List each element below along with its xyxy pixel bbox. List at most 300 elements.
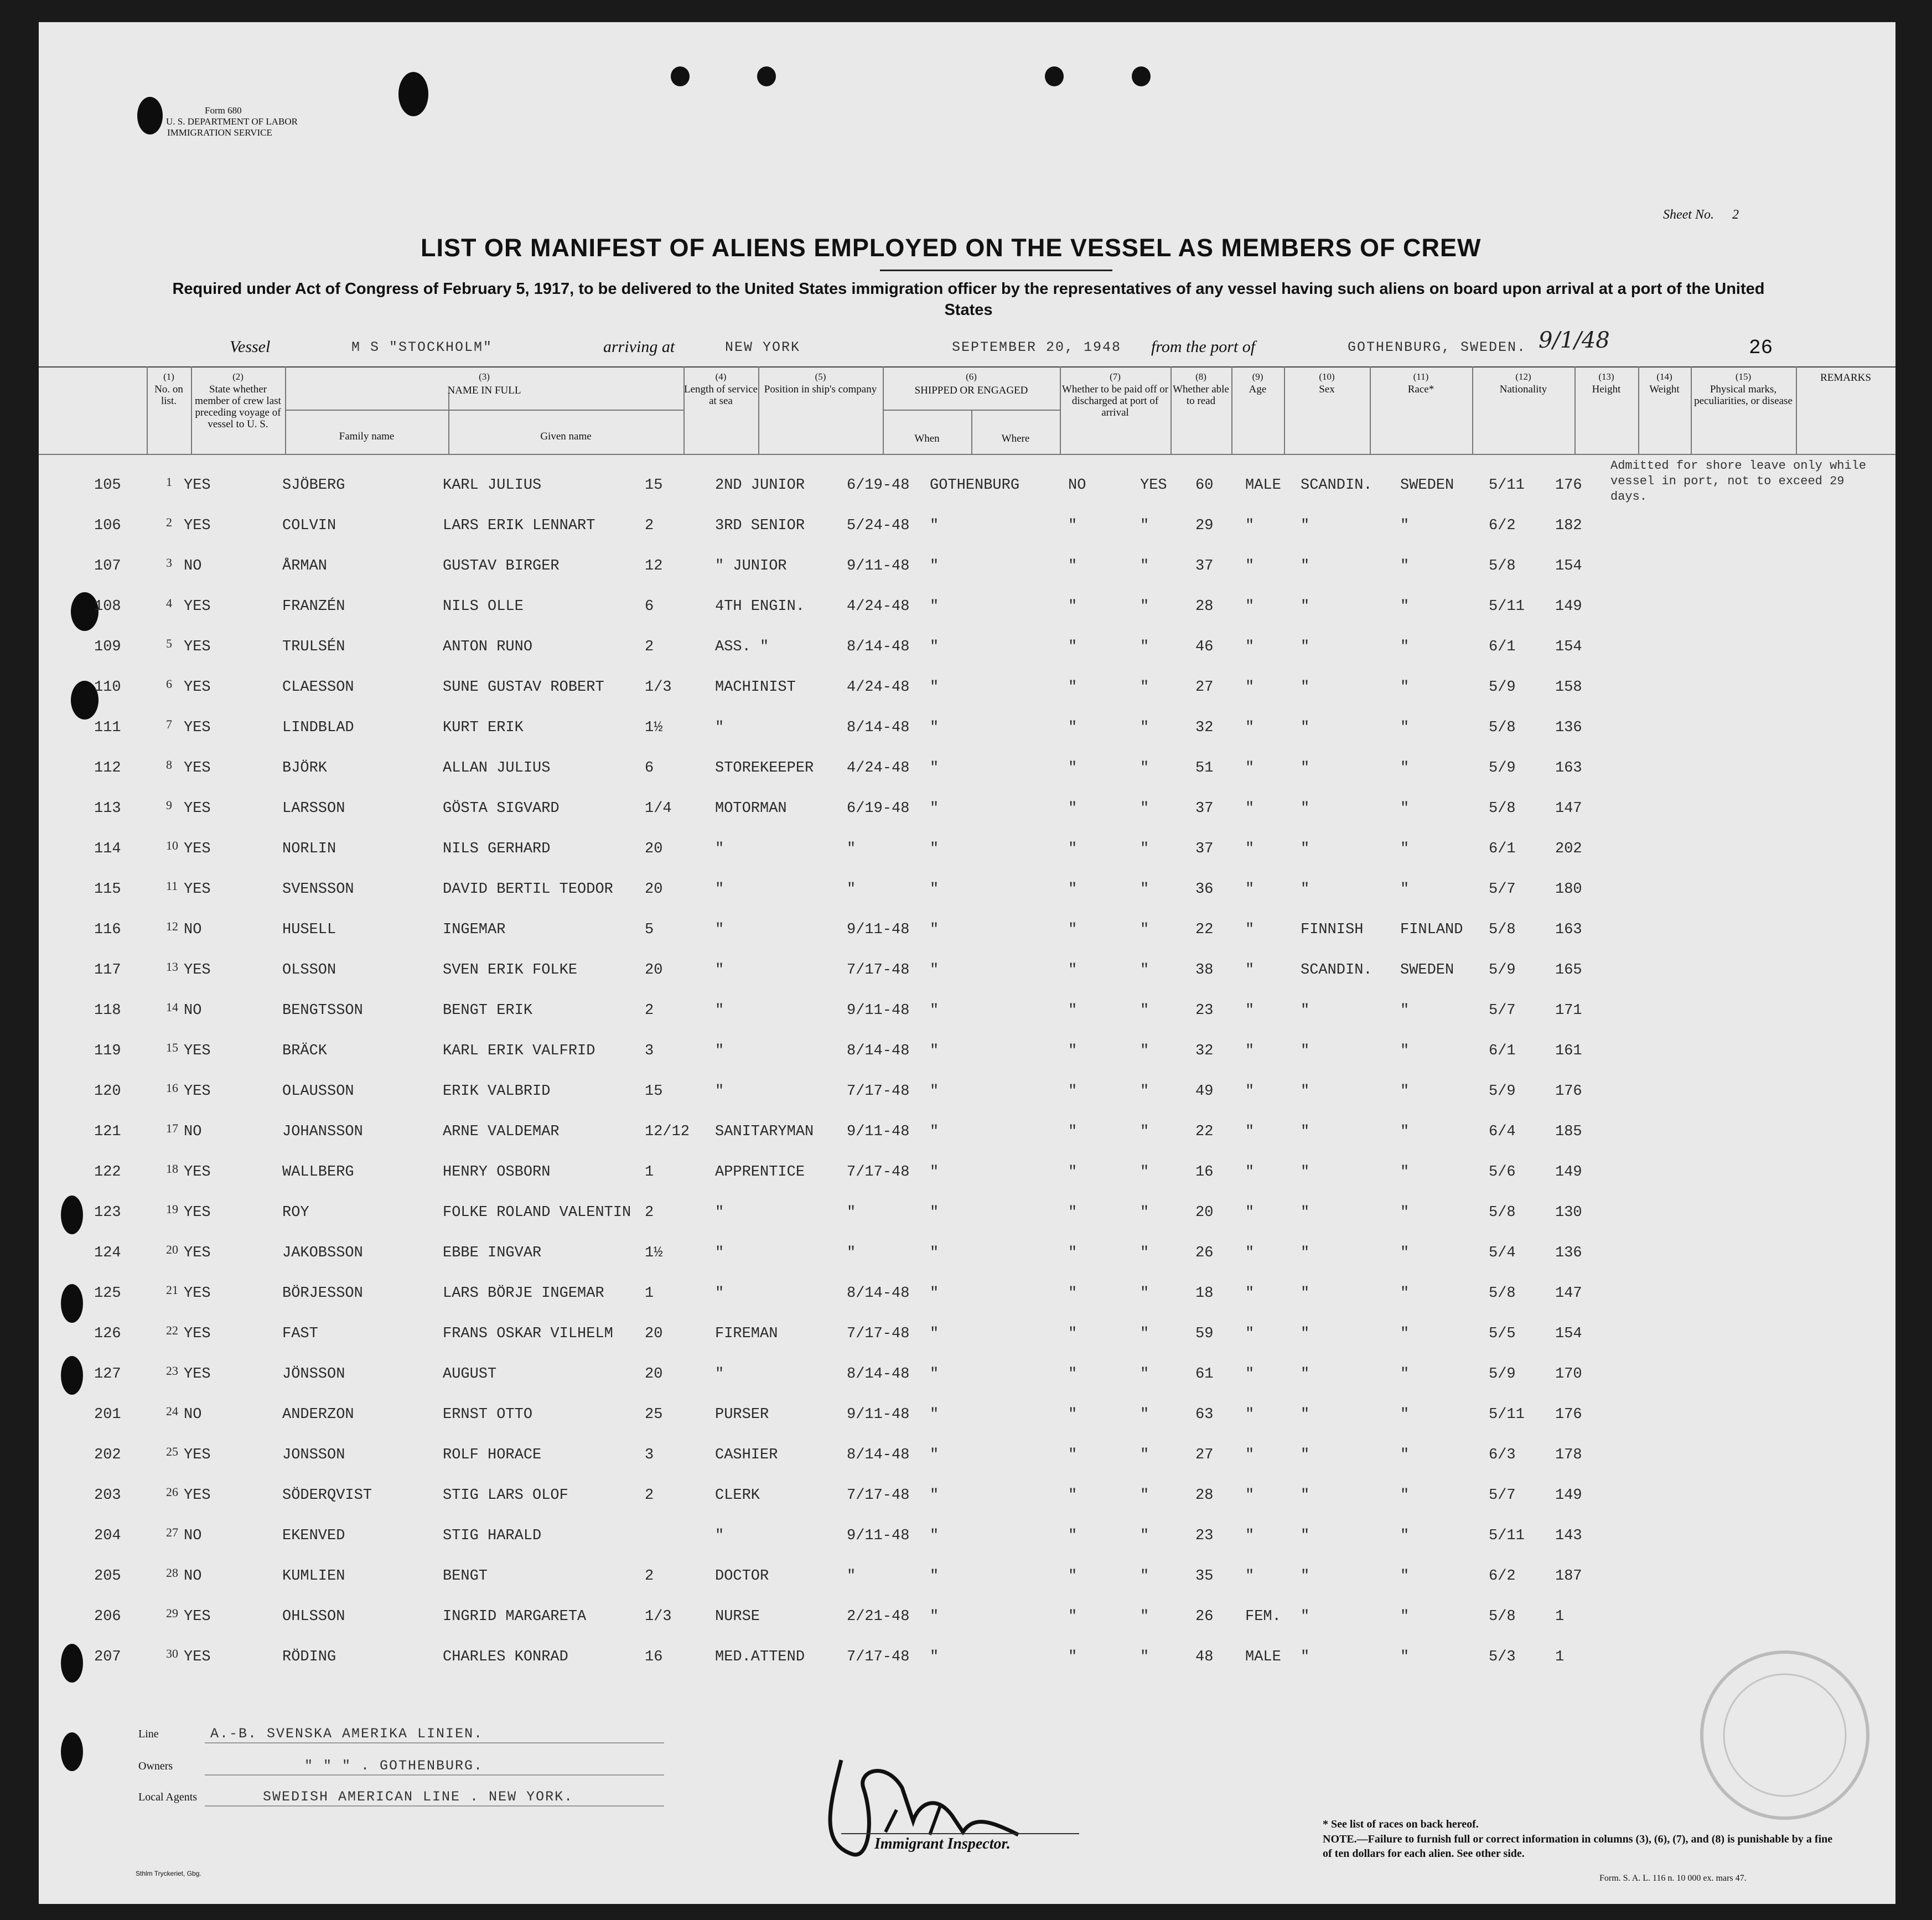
service-name: IMMIGRATION SERVICE	[167, 127, 272, 138]
cell-service: 6	[645, 760, 654, 777]
cell-when: 6/19-48	[847, 800, 910, 817]
cell-when: 9/11-48	[847, 922, 910, 938]
cell-paid: "	[1068, 598, 1078, 615]
cell-sex: "	[1245, 1124, 1255, 1140]
column-header-4	[683, 371, 758, 407]
cell-given: INGRID MARGARETA	[443, 1608, 587, 1625]
cell-age: 18	[1195, 1285, 1214, 1302]
column-header-7	[1060, 371, 1170, 418]
cell-service: 1	[645, 1164, 654, 1181]
cell-no: 16	[166, 1081, 178, 1095]
cell-read: "	[1140, 1528, 1149, 1544]
owners-label: Owners	[138, 1760, 173, 1772]
cell-nat: "	[1400, 1649, 1410, 1665]
cell-position: APPRENTICE	[715, 1164, 805, 1181]
form-number: Form 680	[205, 105, 242, 116]
cell-service: 1	[645, 1285, 654, 1302]
cell-prev: YES	[184, 1487, 211, 1504]
cell-read: "	[1140, 760, 1149, 777]
column-label: Whether able to read	[1173, 384, 1229, 407]
cell-paid: "	[1068, 1204, 1078, 1221]
cell-family: ROY	[282, 1204, 309, 1221]
cell-no: 1	[166, 475, 172, 489]
table-row	[39, 1649, 1895, 1688]
cell-sex: "	[1245, 1164, 1255, 1181]
cell-position: "	[715, 962, 724, 979]
punch-hole	[1045, 66, 1064, 86]
cell-prev: YES	[184, 720, 211, 736]
cell-prev: YES	[184, 1245, 211, 1261]
column-label: State whether member of crew last preceding voyage of vessel to U. S.	[195, 384, 281, 430]
penalty-note: NOTE.—Failure to furnish full or correct information in columns (3), (6), (7), and (8) is punishable by a fine of ten dollars for each alien. See other side.	[1323, 1833, 1833, 1860]
table-row	[39, 1447, 1895, 1486]
cell-race: "	[1301, 881, 1310, 898]
cell-nat: "	[1400, 760, 1410, 777]
cell-no: 25	[166, 1445, 178, 1458]
cell-read: "	[1140, 679, 1149, 696]
cell-when: 8/14-48	[847, 1043, 910, 1059]
cell-position: "	[715, 720, 724, 736]
cell-height: 5/6	[1489, 1164, 1516, 1181]
table-row	[39, 800, 1895, 839]
cell-given: KURT ERIK	[443, 720, 524, 736]
table-row	[39, 1204, 1895, 1243]
cell-no: 30	[166, 1647, 178, 1660]
cell-paid: "	[1068, 881, 1078, 898]
column-number: (2)	[232, 371, 244, 382]
cell-ref: 126	[94, 1326, 121, 1342]
cell-weight: 176	[1555, 1406, 1582, 1423]
cell-sex: "	[1245, 1326, 1255, 1342]
cell-sex: "	[1245, 1487, 1255, 1504]
cell-ref: 113	[94, 800, 121, 817]
column-number: (3)	[479, 371, 490, 382]
cell-no: 19	[166, 1202, 178, 1216]
cell-height: 5/11	[1489, 598, 1525, 615]
column-number: (5)	[815, 371, 826, 382]
cell-when: 9/11-48	[847, 1124, 910, 1140]
cell-nat: "	[1400, 1043, 1410, 1059]
cell-where: "	[930, 1528, 939, 1544]
table-row	[39, 1568, 1895, 1607]
cell-paid: "	[1068, 922, 1078, 938]
table-row	[39, 1366, 1895, 1405]
cell-read: "	[1140, 1447, 1149, 1463]
family-name-header: Family name	[339, 431, 395, 442]
cell-position: "	[715, 841, 724, 857]
table-row	[39, 598, 1895, 637]
cell-paid: "	[1068, 1447, 1078, 1463]
cell-prev: YES	[184, 1608, 211, 1625]
cell-when: 7/17-48	[847, 1487, 910, 1504]
cell-weight: 202	[1555, 841, 1582, 857]
cell-position: PURSER	[715, 1406, 769, 1423]
cell-service: 3	[645, 1043, 654, 1059]
cell-position: "	[715, 922, 724, 938]
cell-prev: NO	[184, 922, 202, 938]
cell-when: "	[847, 841, 856, 857]
cell-service: 1½	[645, 1245, 663, 1261]
cell-where: "	[930, 1043, 939, 1059]
cell-family: BRÄCK	[282, 1043, 328, 1059]
cell-nat: "	[1400, 1285, 1410, 1302]
table-row	[39, 841, 1895, 879]
manifest-sheet	[39, 22, 1895, 1904]
cell-where: "	[930, 800, 939, 817]
table-row	[39, 962, 1895, 1001]
cell-height: 6/1	[1489, 1043, 1516, 1059]
vessel-name: M S "STOCKHOLM"	[351, 339, 493, 355]
cell-weight: 163	[1555, 922, 1582, 938]
cell-race: "	[1301, 1528, 1310, 1544]
cell-age: 32	[1195, 720, 1214, 736]
table-row	[39, 919, 1895, 960]
cell-race: "	[1301, 639, 1310, 655]
cell-prev: NO	[184, 1528, 202, 1544]
cell-weight: 161	[1555, 1043, 1582, 1059]
cell-family: JOHANSSON	[282, 1124, 363, 1140]
table-row	[39, 1121, 1895, 1162]
cell-where: "	[930, 558, 939, 575]
cell-sex: "	[1245, 720, 1255, 736]
column-header-5	[758, 371, 883, 395]
cell-paid: "	[1068, 1528, 1078, 1544]
cell-age: 28	[1195, 1487, 1214, 1504]
cell-read: "	[1140, 1245, 1149, 1261]
cell-race: "	[1301, 598, 1310, 615]
cell-no: 24	[166, 1404, 178, 1418]
cell-ref: 205	[94, 1568, 121, 1585]
cell-position: CASHIER	[715, 1447, 778, 1463]
cell-where: "	[930, 962, 939, 979]
cell-position: "	[715, 1366, 724, 1383]
vessel-label: Vessel	[230, 338, 271, 356]
cell-ref: 118	[94, 1002, 121, 1019]
cell-race: "	[1301, 1406, 1310, 1423]
cell-nat: "	[1400, 1245, 1410, 1261]
cell-paid: "	[1068, 1043, 1078, 1059]
column-label: Age	[1249, 384, 1267, 395]
column-header-2	[191, 371, 285, 430]
cell-prev: YES	[184, 1447, 211, 1463]
cell-weight: 187	[1555, 1568, 1582, 1585]
sheet-number: 2	[1732, 208, 1739, 222]
cell-age: 60	[1195, 477, 1214, 494]
cell-sex: "	[1245, 962, 1255, 979]
cell-race: "	[1301, 558, 1310, 575]
cell-ref: 122	[94, 1164, 121, 1181]
cell-no: 5	[166, 636, 172, 650]
cell-nat: "	[1400, 1487, 1410, 1504]
cell-no: 21	[166, 1283, 178, 1297]
cell-weight: 171	[1555, 1002, 1582, 1019]
cell-position: MACHINIST	[715, 679, 796, 696]
cell-where: "	[930, 1245, 939, 1261]
cell-sex: "	[1245, 800, 1255, 817]
column-header-10	[1284, 371, 1370, 395]
table-row	[39, 1406, 1895, 1445]
cell-where: "	[930, 517, 939, 534]
cell-weight: 149	[1555, 598, 1582, 615]
cell-given: GÖSTA SIGVARD	[443, 800, 560, 817]
cell-race: "	[1301, 800, 1310, 817]
cell-nat: "	[1400, 1083, 1410, 1100]
cell-race: "	[1301, 1285, 1310, 1302]
cell-where: "	[930, 679, 939, 696]
column-number: (10)	[1319, 371, 1335, 382]
cell-nat: "	[1400, 881, 1410, 898]
cell-height: 5/8	[1489, 1285, 1516, 1302]
table-row	[39, 1245, 1895, 1284]
cell-weight: 130	[1555, 1204, 1582, 1221]
cell-sex: "	[1245, 1002, 1255, 1019]
cell-height: 5/8	[1489, 720, 1516, 736]
cell-read: YES	[1140, 477, 1167, 494]
cell-no: 10	[166, 839, 178, 852]
cell-when: 4/24-48	[847, 598, 910, 615]
cell-where: "	[930, 1002, 939, 1019]
cell-weight: 176	[1555, 477, 1582, 494]
cell-nat: "	[1400, 800, 1410, 817]
cell-age: 32	[1195, 1043, 1214, 1059]
cell-ref: 206	[94, 1608, 121, 1625]
cell-age: 38	[1195, 962, 1214, 979]
cell-sex: "	[1245, 1204, 1255, 1221]
cell-when: 9/11-48	[847, 1406, 910, 1423]
cell-height: 5/8	[1489, 922, 1516, 938]
cell-when: "	[847, 1568, 856, 1585]
table-row	[39, 717, 1895, 758]
cell-race: "	[1301, 1245, 1310, 1261]
cell-read: "	[1140, 922, 1149, 938]
cell-no: 8	[166, 758, 172, 772]
cell-sex: "	[1245, 841, 1255, 857]
cell-height: 5/11	[1489, 1406, 1525, 1423]
sheet-label: Sheet No.	[1663, 208, 1714, 222]
cell-sex: "	[1245, 1528, 1255, 1544]
cell-weight: 185	[1555, 1124, 1582, 1140]
column-header-16	[1796, 371, 1895, 384]
cell-nat: "	[1400, 598, 1410, 615]
form-reference: Form. S. A. L. 116 n. 10 000 ex. mars 47.	[1599, 1874, 1747, 1883]
cell-family: ANDERZON	[282, 1406, 354, 1423]
cell-ref: 112	[94, 760, 121, 777]
cell-paid: "	[1068, 679, 1078, 696]
table-row	[39, 1164, 1895, 1203]
cell-weight: 136	[1555, 1245, 1582, 1261]
cell-when: 8/14-48	[847, 1285, 910, 1302]
table-row	[39, 477, 1895, 516]
cell-where: "	[930, 1326, 939, 1342]
cell-family: RÖDING	[282, 1649, 336, 1665]
cell-age: 28	[1195, 598, 1214, 615]
cell-given: DAVID BERTIL TEODOR	[443, 881, 613, 898]
cell-when: 7/17-48	[847, 1326, 910, 1342]
cell-weight: 147	[1555, 1285, 1582, 1302]
cell-height: 5/3	[1489, 1649, 1516, 1665]
cell-ref: 201	[94, 1406, 121, 1423]
cell-where: "	[930, 1083, 939, 1100]
cell-sex: "	[1245, 679, 1255, 696]
cell-race: "	[1301, 1002, 1310, 1019]
cell-prev: YES	[184, 1649, 211, 1665]
cell-prev: NO	[184, 1568, 202, 1585]
cell-paid: "	[1068, 720, 1078, 736]
cell-no: 26	[166, 1485, 178, 1499]
cell-where: "	[930, 1487, 939, 1504]
cell-weight: 170	[1555, 1366, 1582, 1383]
cell-no: 4	[166, 596, 172, 610]
cell-no: 27	[166, 1525, 178, 1539]
cell-paid: "	[1068, 517, 1078, 534]
cell-service: 2	[645, 1002, 654, 1019]
cell-height: 6/1	[1489, 841, 1516, 857]
cell-race: "	[1301, 1204, 1310, 1221]
cell-height: 5/7	[1489, 881, 1516, 898]
cell-prev: YES	[184, 1366, 211, 1383]
cell-ref: 204	[94, 1528, 121, 1544]
cell-read: "	[1140, 1568, 1149, 1585]
cell-sex: "	[1245, 922, 1255, 938]
cell-height: 5/9	[1489, 1366, 1516, 1383]
column-header-13	[1574, 371, 1638, 395]
cell-no: 6	[166, 677, 172, 691]
cell-sex: FEM.	[1245, 1608, 1281, 1625]
cell-age: 27	[1195, 1447, 1214, 1463]
cell-age: 37	[1195, 841, 1214, 857]
cell-race: "	[1301, 760, 1310, 777]
cell-service: 12/12	[645, 1124, 690, 1140]
cell-ref: 125	[94, 1285, 121, 1302]
cell-no: 17	[166, 1121, 178, 1135]
cell-family: TRULSÉN	[282, 639, 345, 655]
cell-position: FIREMAN	[715, 1326, 778, 1342]
cell-nat: "	[1400, 679, 1410, 696]
page-number: 26	[1749, 337, 1773, 359]
cell-nat: "	[1400, 639, 1410, 655]
cell-weight: 163	[1555, 760, 1582, 777]
cell-read: "	[1140, 558, 1149, 575]
cell-read: "	[1140, 962, 1149, 979]
cell-sex: "	[1245, 639, 1255, 655]
cell-position: "	[715, 1083, 724, 1100]
cell-prev: YES	[184, 962, 211, 979]
cell-height: 5/9	[1489, 679, 1516, 696]
cell-race: "	[1301, 1568, 1310, 1585]
ink-blot	[61, 1732, 83, 1771]
cell-family: NORLIN	[282, 841, 336, 857]
cell-given: ERIK VALBRID	[443, 1083, 551, 1100]
cell-read: "	[1140, 841, 1149, 857]
cell-age: 22	[1195, 1124, 1214, 1140]
cell-given: CHARLES KONRAD	[443, 1649, 568, 1665]
cell-height: 6/1	[1489, 639, 1516, 655]
cell-position: MOTORMAN	[715, 800, 787, 817]
cell-race: "	[1301, 517, 1310, 534]
cell-age: 63	[1195, 1406, 1214, 1423]
cell-nat: "	[1400, 1204, 1410, 1221]
cell-position: "	[715, 1204, 724, 1221]
cell-given: SVEN ERIK FOLKE	[443, 962, 578, 979]
cell-no: 9	[166, 798, 172, 812]
cell-read: "	[1140, 1487, 1149, 1504]
cell-race: SCANDIN.	[1301, 962, 1372, 979]
cell-position: STOREKEEPER	[715, 760, 814, 777]
cell-weight: 1	[1555, 1649, 1565, 1665]
cell-service: 2	[645, 517, 654, 534]
cell-age: 59	[1195, 1326, 1214, 1342]
cell-read: "	[1140, 1608, 1149, 1625]
cell-age: 48	[1195, 1649, 1214, 1665]
cell-service: 16	[645, 1649, 663, 1665]
cell-ref: 203	[94, 1487, 121, 1504]
cell-no: 14	[166, 1000, 178, 1014]
cell-race: "	[1301, 1164, 1310, 1181]
cell-read: "	[1140, 881, 1149, 898]
cell-height: 5/9	[1489, 760, 1516, 777]
cell-weight: 165	[1555, 962, 1582, 979]
cell-sex: "	[1245, 517, 1255, 534]
column-header-15	[1691, 371, 1796, 407]
cell-age: 16	[1195, 1164, 1214, 1181]
cell-when: 4/24-48	[847, 760, 910, 777]
cell-read: "	[1140, 1285, 1149, 1302]
cell-no: 22	[166, 1323, 178, 1337]
cell-race: "	[1301, 1608, 1310, 1625]
cell-no: 23	[166, 1364, 178, 1378]
cell-given: ARNE VALDEMAR	[443, 1124, 560, 1140]
cell-read: "	[1140, 1326, 1149, 1342]
when-header: When	[914, 433, 940, 444]
cell-nat: "	[1400, 1164, 1410, 1181]
cell-age: 49	[1195, 1083, 1214, 1100]
arrival-port: NEW YORK	[725, 339, 801, 355]
column-header-6	[883, 371, 1060, 396]
cell-no: 29	[166, 1606, 178, 1620]
column-number: (7)	[1110, 371, 1121, 382]
cell-family: OLSSON	[282, 962, 336, 979]
cell-given: KARL ERIK VALFRID	[443, 1043, 595, 1059]
cell-paid: "	[1068, 1649, 1078, 1665]
cell-when: "	[847, 1245, 856, 1261]
cell-when: 8/14-48	[847, 1366, 910, 1383]
cell-nat: "	[1400, 841, 1410, 857]
column-number: (15)	[1735, 371, 1752, 382]
cell-where: "	[930, 720, 939, 736]
cell-prev: YES	[184, 1043, 211, 1059]
cell-given: BENGT	[443, 1568, 488, 1585]
cell-when: "	[847, 1204, 856, 1221]
cell-paid: "	[1068, 639, 1078, 655]
cell-weight: 178	[1555, 1447, 1582, 1463]
cell-read: "	[1140, 720, 1149, 736]
cell-service: 1½	[645, 720, 663, 736]
cell-position: "	[715, 881, 724, 898]
cell-age: 46	[1195, 639, 1214, 655]
cell-height: 5/8	[1489, 558, 1516, 575]
cell-read: "	[1140, 1043, 1149, 1059]
cell-read: "	[1140, 800, 1149, 817]
cell-weight: 149	[1555, 1487, 1582, 1504]
cell-when: 9/11-48	[847, 558, 910, 575]
cell-ref: 105	[94, 477, 121, 494]
cell-race: "	[1301, 1649, 1310, 1665]
cell-age: 29	[1195, 517, 1214, 534]
cell-read: "	[1140, 1649, 1149, 1665]
cell-given: LARS ERIK LENNART	[443, 517, 595, 534]
cell-sex: MALE	[1245, 1649, 1281, 1665]
cell-family: SJÖBERG	[282, 477, 345, 494]
